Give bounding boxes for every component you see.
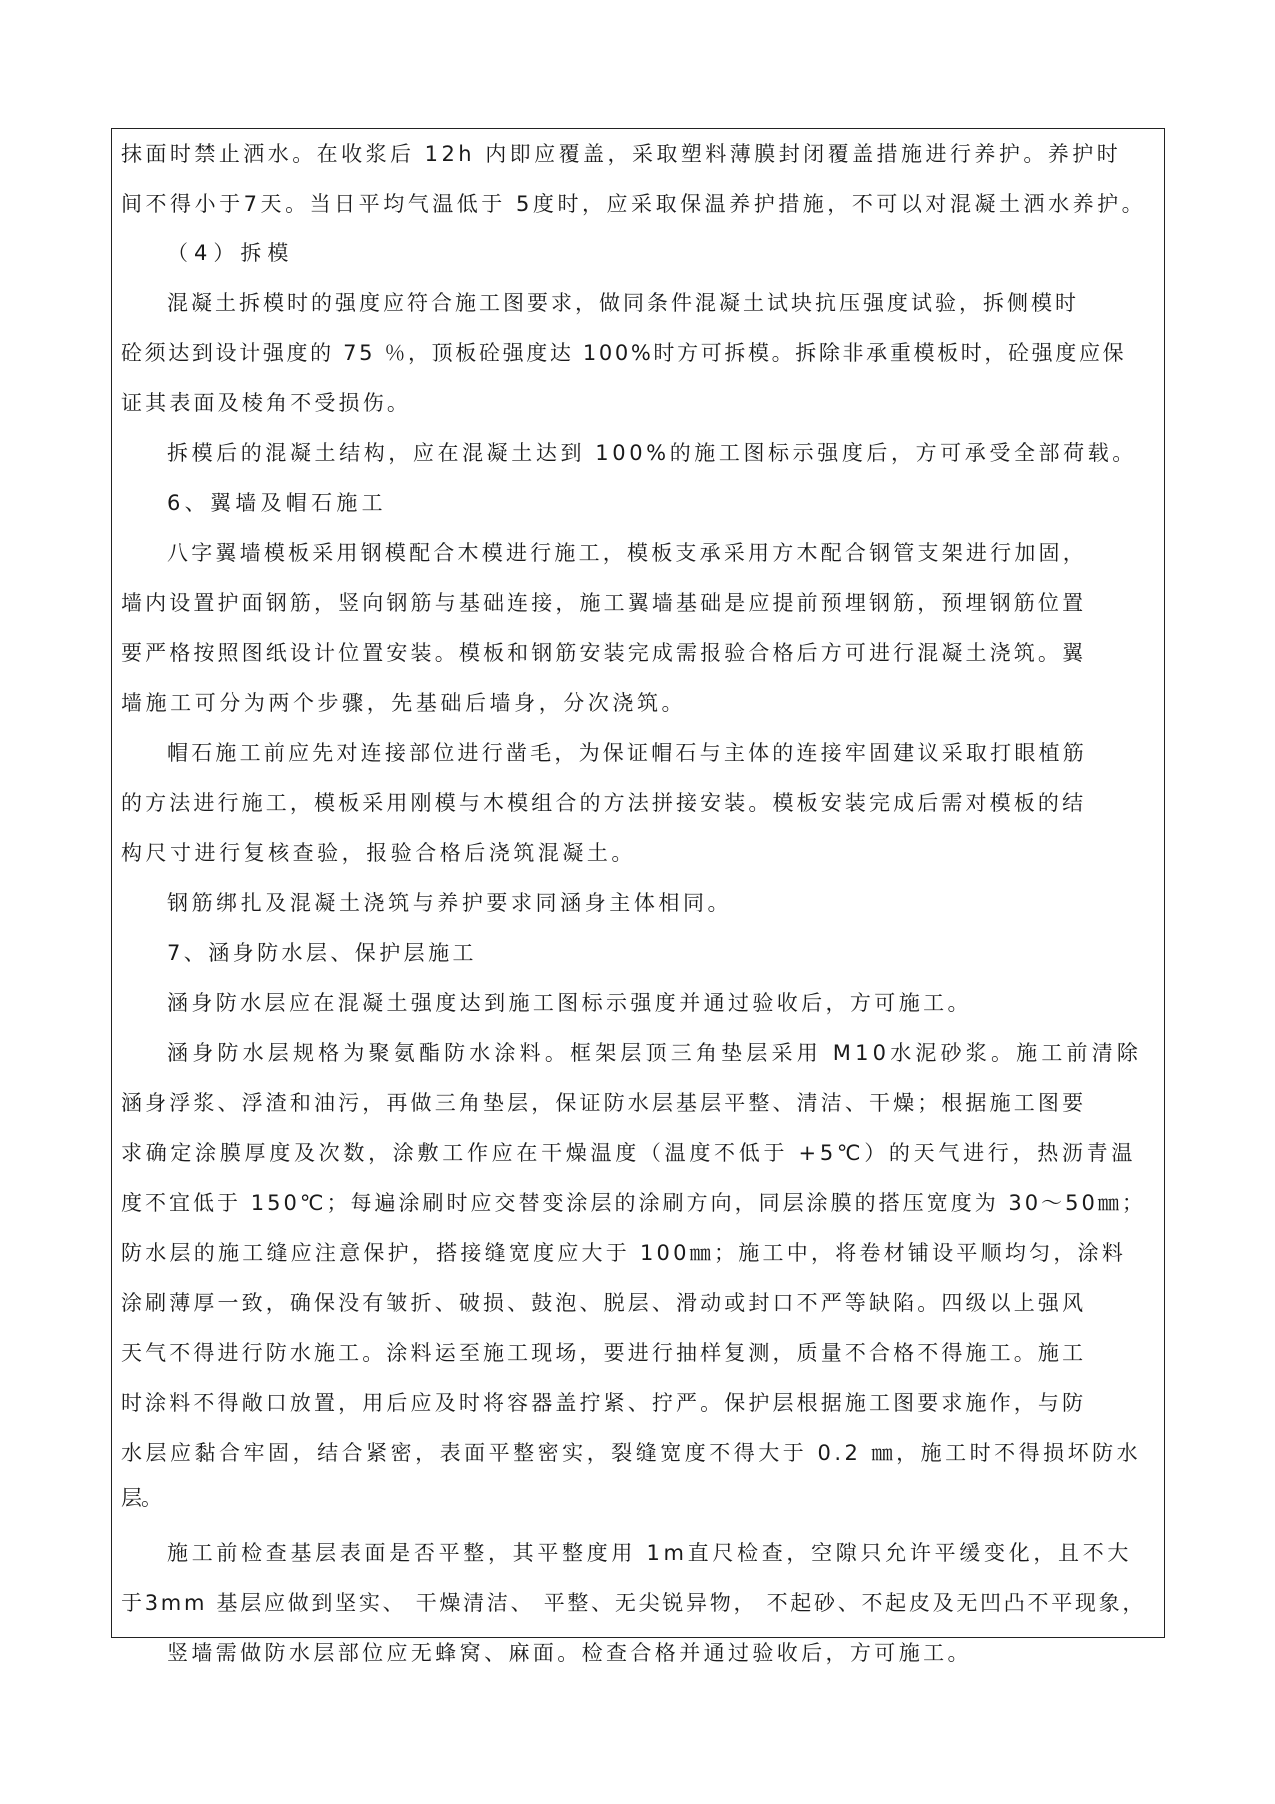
text-line: 钢筋绑扎及混凝土浇筑与养护要求同涵身主体相同。: [167, 891, 733, 915]
text-line: 竖墙需做防水层部位应无蜂窝、麻面。检查合格并通过验收后，方可施工。: [167, 1641, 972, 1665]
text-line: 天气不得进行防水施工。涂料运至施工现场，要进行抽样复测，质量不合格不得施工。施工: [121, 1341, 1087, 1365]
section-heading: 6、翼墙及帽石施工: [167, 491, 387, 515]
text-line: 间不得小于7天。当日平均气温低于 5度时，应采取保温养护措施，不可以对混凝土洒水养护。: [121, 192, 1147, 216]
text-line: 要严格按照图纸设计位置安装。模板和钢筋安装完成需报验合格后方可进行混凝土浇筑。翼: [121, 641, 1087, 665]
text-line: 拆模后的混凝土结构，应在混凝土达到 100%的施工图标示强度后，方可承受全部荷载。: [167, 441, 1137, 465]
text-line: 求确定涂膜厚度及次数，涂敷工作应在干燥温度（温度不低于 +5℃）的天气进行，热沥青温: [121, 1141, 1137, 1165]
text-line: 于3mm 基层应做到坚实、 干燥清洁、 平整、无尖锐异物， 不起砂、不起皮及无凹凸不平现象，: [121, 1591, 1147, 1615]
text-line: 涵身浮浆、浮渣和油污，再做三角垫层，保证防水层基层平整、清洁、干燥；根据施工图要: [121, 1091, 1087, 1115]
text-line: 时涂料不得敞口放置，用后应及时将容器盖拧紧、拧严。保护层根据施工图要求施作，与防: [121, 1391, 1087, 1415]
text-line: 砼须达到设计强度的 75 ％，顶板砼强度达 100%时方可拆模。拆除非承重模板时，砼强度应保: [121, 341, 1127, 365]
text-line: 水层应黏合牢固，结合紧密，表面平整密实，裂缝宽度不得大于 0.2 ㎜，施工时不得损坏防水: [121, 1441, 1142, 1465]
text-line: 混凝土拆模时的强度应符合施工图要求，做同条件混凝土试块抗压强度试验，拆侧模时: [167, 291, 1079, 315]
text-line: 的方法进行施工，模板采用刚模与木模组合的方法拼接安装。模板安装完成后需对模板的结: [121, 791, 1087, 815]
text-line: 涵身防水层规格为聚氨酯防水涂料。框架层顶三角垫层采用 M10水泥砂浆。施工前清除: [167, 1041, 1143, 1065]
text-line: 墙内设置护面钢筋，竖向钢筋与基础连接，施工翼墙基础是应提前预埋钢筋，预埋钢筋位置: [121, 591, 1087, 615]
text-line: 帽石施工前应先对连接部位进行凿毛，为保证帽石与主体的连接牢固建议采取打眼植筋: [167, 741, 1087, 765]
text-line: 层。: [121, 1486, 161, 1510]
text-line: 防水层的施工缝应注意保护，搭接缝宽度应大于 100㎜；施工中，将卷材铺设平顺均匀，涂料: [121, 1241, 1127, 1265]
text-line: 构尺寸进行复核查验，报验合格后浇筑混凝土。: [121, 841, 636, 865]
text-line: 证其表面及棱角不受损伤。: [121, 391, 412, 415]
section-heading: （4）拆模: [167, 241, 295, 265]
text-line: 度不宜低于 150℃；每遍涂刷时应交替变涂层的涂刷方向，同层涂膜的搭压宽度为 30～50㎜；: [121, 1191, 1146, 1215]
text-line: 施工前检查基层表面是否平整，其平整度用 1m直尺检查，空隙只允许平缓变化，且不大: [167, 1541, 1133, 1565]
text-line: 墙施工可分为两个步骤，先基础后墙身，分次浇筑。: [121, 691, 687, 715]
text-line: 涂刷薄厚一致，确保没有皱折、破损、鼓泡、脱层、滑动或封口不严等缺陷。四级以上强风: [121, 1291, 1087, 1315]
text-line: 涵身防水层应在混凝土强度达到施工图标示强度并通过验收后，方可施工。: [167, 991, 972, 1015]
section-heading: 7、涵身防水层、保护层施工: [167, 941, 477, 965]
text-line: 抹面时禁止洒水。在收浆后 12h 内即应覆盖，采取塑料薄膜封闭覆盖措施进行养护。养护时: [121, 142, 1122, 166]
text-line: 八字翼墙模板采用钢模配合木模进行施工，模板支承采用方木配合钢管支架进行加固，: [167, 541, 1087, 565]
